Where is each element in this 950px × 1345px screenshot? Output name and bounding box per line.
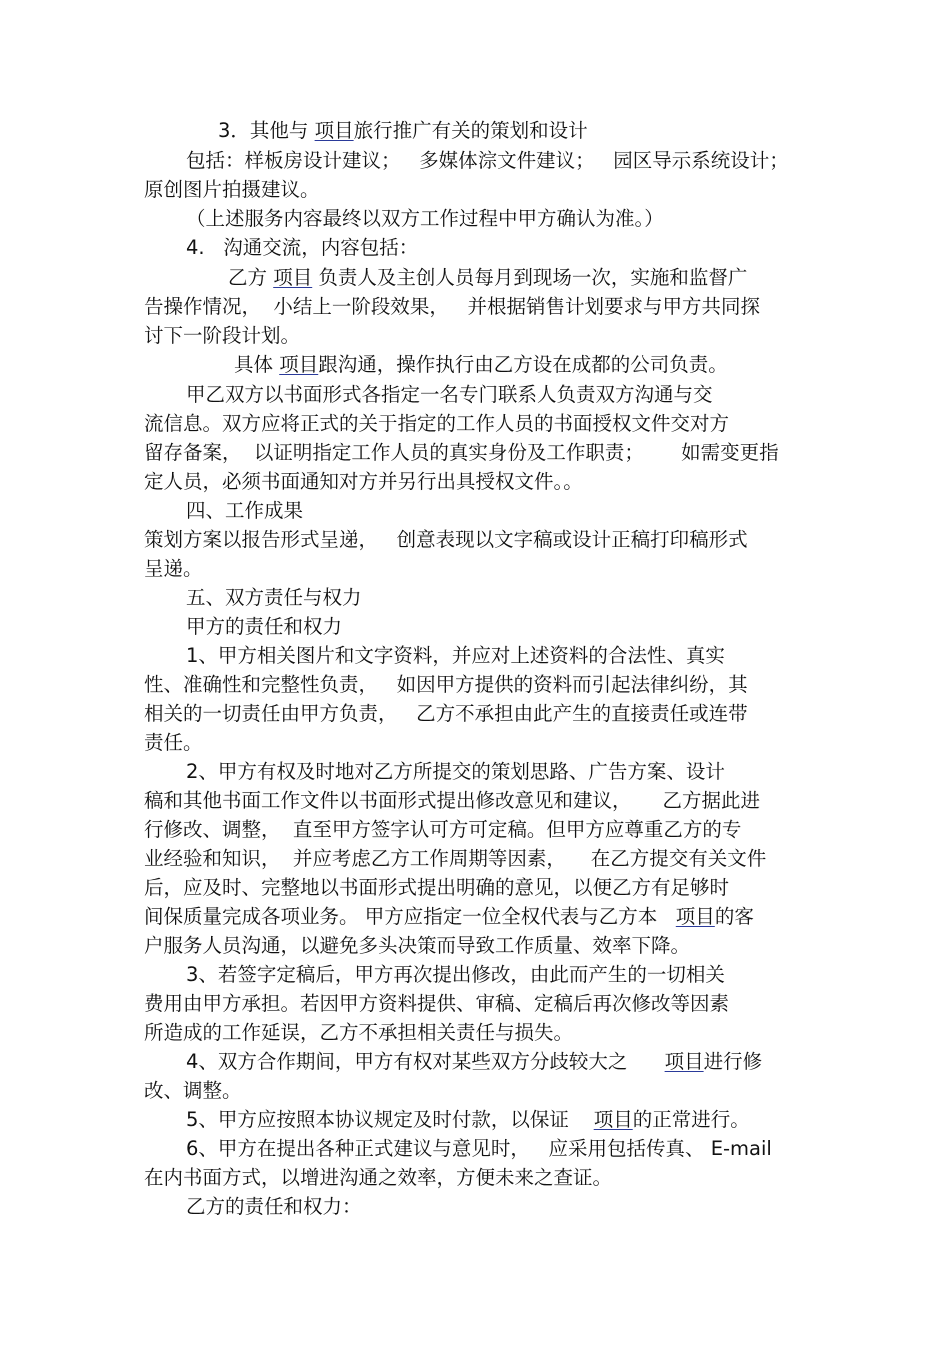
text-line: 6、甲方在提出各种正式建议与意见时， 应采用包括传真、 E-mail bbox=[186, 1137, 772, 1160]
subsection-heading: 甲方的责任和权力 bbox=[186, 615, 343, 638]
text-line bbox=[186, 1050, 762, 1074]
text-line bbox=[186, 1108, 750, 1132]
project-link[interactable]: 项目 bbox=[675, 905, 715, 928]
text-line: 改、调整。 bbox=[144, 1079, 242, 1102]
text-line: 策划方案以报告形式呈递， 创意表现以文字稿或设计正稿打印稿形式 bbox=[144, 528, 748, 551]
text-line: 户服务人员沟通，以避免多头决策而导致工作质量、效率下降。 bbox=[144, 934, 691, 957]
text-line: 流信息。双方应将正式的关于指定的工作人员的书面授权文件交对方 bbox=[144, 412, 730, 435]
text-line bbox=[144, 905, 754, 929]
text-line bbox=[234, 353, 728, 377]
text-line: 讨下一阶段计划。 bbox=[144, 324, 301, 347]
project-link[interactable]: 项目 bbox=[314, 119, 354, 142]
text-run: 负责人及主创人员每月到现场一次，实施和监督广 bbox=[312, 266, 748, 289]
text-line: 业经验和知识， 并应考虑乙方工作周期等因素， 在乙方提交有关文件 bbox=[144, 847, 767, 870]
text-line: 后，应及时、完整地以书面形式提出明确的意见，以便乙方有足够时 bbox=[144, 876, 730, 899]
text-line: 留存备案， 以证明指定工作人员的真实身份及工作职责； 如需变更指 bbox=[144, 441, 779, 464]
text-line: 费用由甲方承担。若因甲方资料提供、审稿、定稿后再次修改等因素 bbox=[144, 992, 730, 1015]
text-line: 定人员，必须书面通知对方并另行出具授权文件。。 bbox=[144, 470, 583, 493]
text-line: 1、甲方相关图片和文字资料，并应对上述资料的合法性、真实 bbox=[186, 644, 725, 667]
text-line: 稿和其他书面工作文件以书面形式提出修改意见和建议， 乙方据此进 bbox=[144, 789, 760, 812]
text-line: （上述服务内容最终以双方工作过程中甲方确认为准。） bbox=[186, 207, 664, 230]
subsection-heading: 乙方的责任和权力： bbox=[186, 1195, 362, 1218]
project-link[interactable]: 项目 bbox=[664, 1050, 704, 1073]
text-line: 性、准确性和完整性负责， 如因甲方提供的资料而引起法律纠纷，其 bbox=[144, 673, 748, 696]
text-run: 旅行推广有关的策划和设计 bbox=[353, 119, 588, 142]
section-heading: 四、工作成果 bbox=[186, 499, 304, 522]
text-line: 行修改、调整， 直至甲方签字认可方可定稿。但甲方应尊重乙方的专 bbox=[144, 818, 742, 841]
text-run: 的客 bbox=[714, 905, 754, 928]
text-line bbox=[218, 119, 588, 143]
text-run: 具体 bbox=[234, 353, 280, 376]
text-line: 2、甲方有权及时地对乙方所提交的策划思路、广告方案、设计 bbox=[186, 760, 725, 783]
text-line: 相关的一切责任由甲方负责， 乙方不承担由此产生的直接责任或连带 bbox=[144, 702, 748, 725]
project-link[interactable]: 项目 bbox=[593, 1108, 633, 1131]
text-line: 所造成的工作延误，乙方不承担相关责任与损失。 bbox=[144, 1021, 574, 1044]
text-line: 责任。 bbox=[144, 731, 203, 754]
text-run: 3．其他与 bbox=[218, 119, 315, 142]
project-link[interactable]: 项目 bbox=[279, 353, 319, 376]
text-run: 乙方 bbox=[228, 266, 274, 289]
text-line: 呈递。 bbox=[144, 557, 203, 580]
text-run: 的正常进行。 bbox=[632, 1108, 750, 1131]
text-line: 包括：样板房设计建议； 多媒体淙文件建议； 园区导示系统设计； bbox=[186, 149, 789, 172]
text-line: 在内书面方式，以增进沟通之效率，方便未来之查证。 bbox=[144, 1166, 613, 1189]
text-line: 甲乙双方以书面形式各指定一名专门联系人负责双方沟通与交 bbox=[186, 383, 713, 406]
text-run: 4、双方合作期间，甲方有权对某些双方分歧较大之 bbox=[186, 1050, 665, 1073]
project-link[interactable]: 项目 bbox=[273, 266, 313, 289]
text-run: 跟沟通，操作执行由乙方设在成都的公司负责。 bbox=[318, 353, 728, 376]
text-run: 间保质量完成各项业务。 甲方应指定一位全权代表与乙方本 bbox=[144, 905, 676, 928]
text-line: 告操作情况， 小结上一阶段效果， 并根据销售计划要求与甲方共同探 bbox=[144, 295, 760, 318]
text-line: 3、若签字定稿后，甲方再次提出修改，由此而产生的一切相关 bbox=[186, 963, 725, 986]
text-run: 5、甲方应按照本协议规定及时付款，以保证 bbox=[186, 1108, 594, 1131]
text-line bbox=[228, 266, 747, 290]
text-line: 4. 沟通交流，内容包括： bbox=[186, 236, 419, 259]
section-heading: 五、双方责任与权力 bbox=[186, 586, 362, 609]
text-run: 进行修 bbox=[703, 1050, 763, 1073]
text-line: 原创图片拍摄建议。 bbox=[144, 178, 320, 201]
